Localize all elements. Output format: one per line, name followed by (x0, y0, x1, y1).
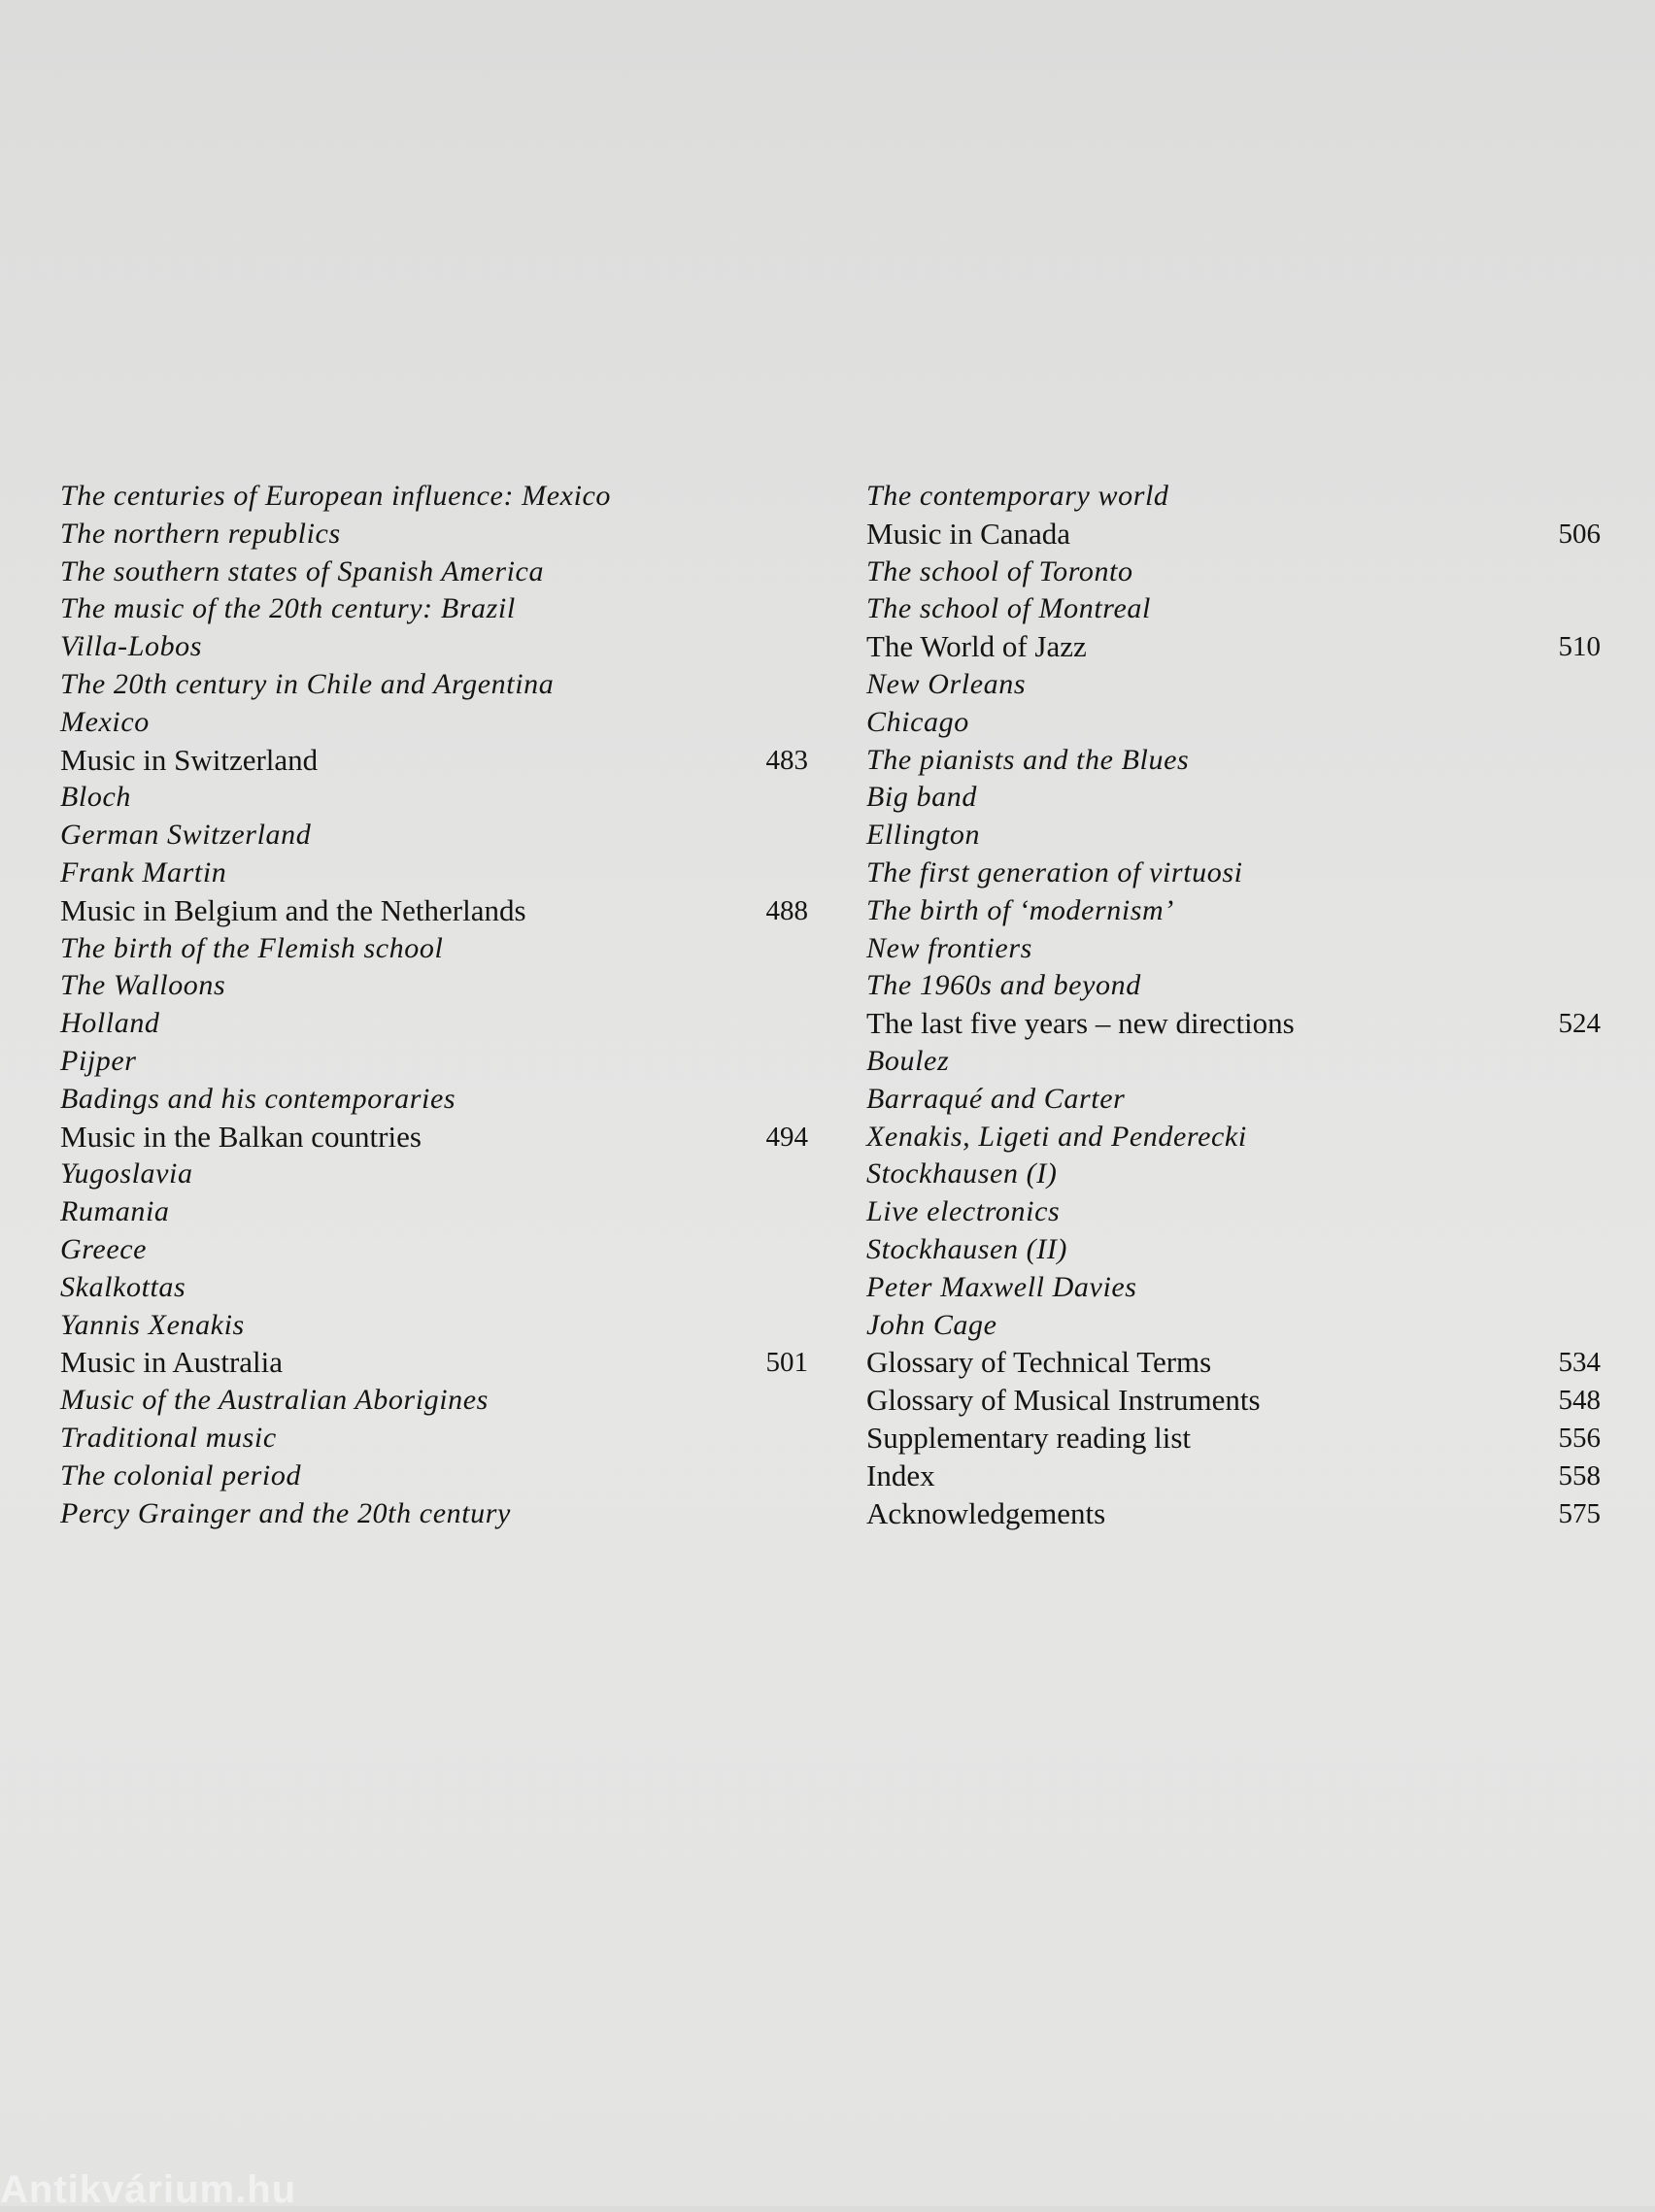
entry-title: Yugoslavia (60, 1157, 193, 1190)
entry-title: Skalkottas (60, 1270, 186, 1303)
entry-page-number: 483 (765, 744, 808, 776)
contents-section-entry (866, 704, 1601, 742)
contents-section-entry (866, 1269, 1601, 1307)
contents-section-entry (60, 704, 808, 742)
entry-page-number: 534 (1558, 1347, 1601, 1379)
entry-title: Bloch (60, 781, 131, 814)
entry-title: Big band (866, 781, 977, 814)
contents-section-entry (60, 1382, 808, 1420)
contents-section-entry (866, 892, 1601, 930)
contents-right-column (866, 478, 1601, 1532)
entry-title: Holland (60, 1007, 160, 1040)
entry-title: New frontiers (866, 931, 1032, 964)
contents-section-entry (60, 628, 808, 666)
entry-page-number: 488 (765, 894, 808, 926)
contents-section-entry (60, 1495, 808, 1533)
entry-title: The centuries of European influence: Mexico (60, 480, 612, 512)
entry-title: Boulez (866, 1044, 950, 1077)
contents-chapter-entry (866, 1458, 1601, 1495)
entry-title: Chicago (866, 705, 969, 738)
contents-chapter-entry (866, 516, 1601, 553)
entry-title: Mexico (60, 705, 150, 738)
entry-page-number: 510 (1558, 631, 1601, 663)
contents-chapter-entry (60, 1119, 808, 1156)
contents-section-entry (866, 1081, 1601, 1119)
contents-section-entry (866, 855, 1601, 892)
contents-section-entry (60, 1193, 808, 1231)
contents-section-entry (60, 1458, 808, 1495)
entry-title: Yannis Xenakis (60, 1308, 245, 1341)
contents-section-entry (866, 1156, 1601, 1193)
contents-section-entry (866, 967, 1601, 1005)
contents-section-entry (60, 666, 808, 704)
contents-section-entry (60, 516, 808, 553)
watermark-text: Antikvárium.hu (0, 2168, 297, 2211)
entry-title: John Cage (866, 1308, 997, 1341)
entry-title: Rumania (60, 1195, 170, 1228)
contents-chapter-entry (60, 1344, 808, 1382)
entry-title: Greece (60, 1232, 148, 1265)
contents-section-entry (60, 590, 808, 628)
entry-page-number: 501 (765, 1347, 808, 1379)
entry-page-number: 575 (1558, 1497, 1601, 1529)
entry-title: German Switzerland (60, 819, 312, 852)
contents-chapter-entry (866, 1344, 1601, 1382)
entry-page-number: 494 (765, 1121, 808, 1153)
contents-section-entry (60, 930, 808, 968)
contents-left-column (60, 478, 808, 1532)
contents-section-entry (866, 742, 1601, 780)
entry-page-number: 506 (1558, 518, 1601, 550)
entry-title: The northern republics (60, 517, 341, 550)
entry-title: Glossary of Musical Instruments (866, 1383, 1261, 1418)
contents-section-entry (866, 1231, 1601, 1269)
entry-page-number: 558 (1558, 1459, 1601, 1491)
entry-title: Barraqué and Carter (866, 1082, 1126, 1115)
entry-title: The birth of ‘modernism’ (866, 893, 1174, 926)
contents-section-entry (866, 817, 1601, 855)
contents-section-entry (60, 1043, 808, 1081)
contents-section-entry (866, 478, 1601, 516)
entry-title: Frank Martin (60, 855, 227, 888)
entry-title: Supplementary reading list (866, 1420, 1192, 1455)
contents-section-entry (866, 590, 1601, 628)
contents-section-entry (60, 1005, 808, 1043)
entry-page-number: 548 (1558, 1385, 1601, 1417)
contents-section-entry (866, 553, 1601, 591)
contents-section-entry (60, 967, 808, 1005)
entry-title: The World of Jazz (866, 629, 1087, 664)
entry-title: Music in the Balkan countries (60, 1119, 422, 1154)
entry-title: Traditional music (60, 1421, 277, 1454)
entry-title: Live electronics (866, 1195, 1061, 1228)
contents-chapter-entry (866, 1005, 1601, 1043)
contents-section-entry (60, 1156, 808, 1193)
contents-section-entry (866, 1193, 1601, 1231)
contents-section-entry (60, 779, 808, 817)
entry-title: Percy Grainger and the 20th century (60, 1496, 511, 1529)
entry-page-number: 556 (1558, 1422, 1601, 1454)
entry-title: The school of Montreal (866, 592, 1151, 625)
entry-title: Xenakis, Ligeti and Penderecki (866, 1120, 1247, 1153)
contents-section-entry (866, 1119, 1601, 1156)
entry-title: The 1960s and beyond (866, 969, 1141, 1002)
entry-title: The Walloons (60, 969, 226, 1002)
entry-title: New Orleans (866, 667, 1027, 700)
contents-section-entry (60, 817, 808, 855)
entry-title: The 20th century in Chile and Argentina (60, 667, 555, 700)
contents-section-entry (60, 553, 808, 591)
entry-title: The colonial period (60, 1458, 302, 1491)
entry-title: Index (866, 1458, 935, 1492)
contents-section-entry (60, 478, 808, 516)
contents-section-entry (60, 1231, 808, 1269)
entry-title: Music of the Australian Aborigines (60, 1384, 489, 1417)
contents-chapter-entry (866, 1382, 1601, 1420)
contents-chapter-entry (866, 1420, 1601, 1458)
contents-section-entry (60, 855, 808, 892)
entry-title: Music in Belgium and the Netherlands (60, 892, 526, 927)
contents-chapter-entry (60, 892, 808, 930)
entry-title: Music in Canada (866, 516, 1071, 551)
contents-section-entry (60, 1307, 808, 1345)
contents-section-entry (60, 1081, 808, 1119)
entry-title: The music of the 20th century: Brazil (60, 592, 516, 625)
entry-title: Ellington (866, 819, 981, 852)
contents-chapter-entry (866, 628, 1601, 666)
contents-section-entry (866, 1043, 1601, 1081)
contents-section-entry (866, 666, 1601, 704)
entry-title: Villa-Lobos (60, 630, 203, 663)
contents-chapter-entry (60, 742, 808, 780)
contents-section-entry (60, 1269, 808, 1307)
entry-title: Acknowledgements (866, 1495, 1106, 1530)
entry-title: Stockhausen (II) (866, 1232, 1068, 1265)
entry-title: Pijper (60, 1044, 137, 1077)
entry-title: Music in Australia (60, 1345, 284, 1380)
contents-section-entry (866, 1307, 1601, 1345)
entry-title: Glossary of Technical Terms (866, 1345, 1212, 1380)
entry-title: Badings and his contemporaries (60, 1082, 456, 1115)
entry-title: The first generation of virtuosi (866, 855, 1243, 888)
entry-title: The birth of the Flemish school (60, 931, 444, 964)
entry-title: Music in Switzerland (60, 742, 319, 777)
contents-section-entry (60, 1420, 808, 1458)
entry-title: Stockhausen (I) (866, 1157, 1058, 1190)
entry-page-number: 524 (1558, 1008, 1601, 1040)
contents-section-entry (866, 930, 1601, 968)
entry-title: Peter Maxwell Davies (866, 1270, 1137, 1303)
contents-section-entry (866, 779, 1601, 817)
entry-title: The last five years – new directions (866, 1006, 1295, 1041)
entry-title: The southern states of Spanish America (60, 554, 545, 587)
entry-title: The school of Toronto (866, 554, 1133, 587)
contents-chapter-entry (866, 1495, 1601, 1533)
entry-title: The pianists and the Blues (866, 743, 1190, 776)
entry-title: The contemporary world (866, 480, 1169, 512)
